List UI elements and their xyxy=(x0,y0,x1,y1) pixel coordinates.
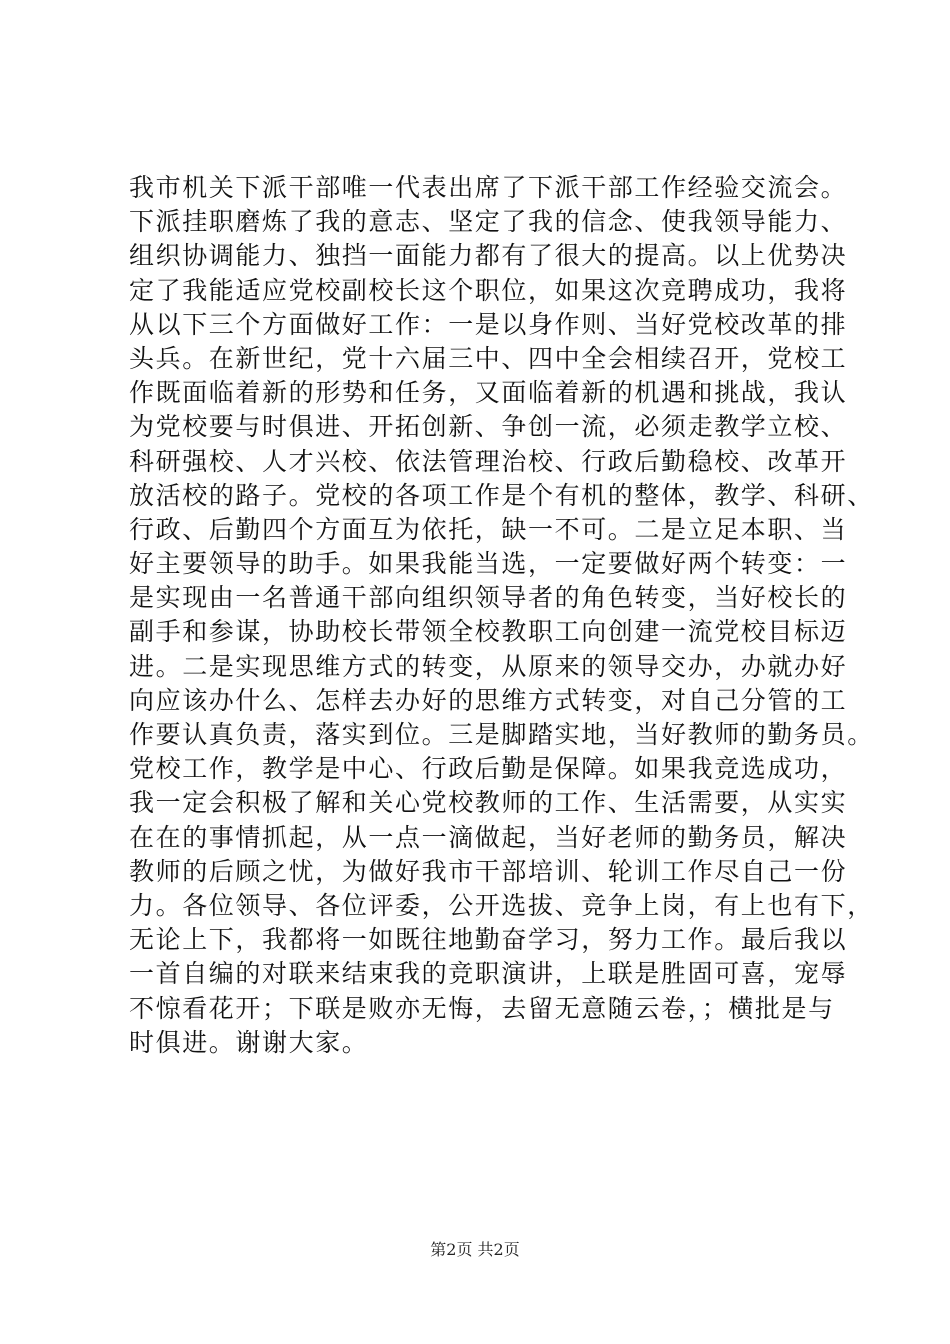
text-line: 力。各位领导、各位评委，公开选拔、竞争上岗，有上也有下， xyxy=(129,890,874,920)
text-line: 我一定会积极了解和关心党校教师的工作、生活需要，从实实 xyxy=(129,788,848,818)
text-line: 行政、后勤四个方面互为依托，缺一不可。二是立足本职、当 xyxy=(129,514,848,544)
text-line: 是实现由一名普通干部向组织领导者的角色转变，当好校长的 xyxy=(129,583,848,613)
text-line: 不惊看花开；下联是败亦无悔，去留无意随云卷，；横批是与 xyxy=(129,993,835,1023)
text-line: 科研强校、人才兴校、依法管理治校、行政后勤稳校、改革开 xyxy=(129,446,848,476)
page-number-footer: 第2页 共2页 xyxy=(430,1240,520,1259)
text-line: 教师的后顾之忧，为做好我市干部培训、轮训工作尽自己一份 xyxy=(129,856,848,886)
text-line: 我市机关下派干部唯一代表出席了下派干部工作经验交流会。 xyxy=(129,173,848,202)
text-line: 进。二是实现思维方式的转变，从原来的领导交办，办就办好 xyxy=(129,651,848,681)
text-line: 向应该办什么、怎样去办好的思维方式转变，对自己分管的工 xyxy=(129,685,848,715)
text-line: 一首自编的对联来结束我的竞职演讲，上联是胜固可喜，宠辱 xyxy=(129,959,848,989)
text-line: 为党校要与时俱进、开拓创新、争创一流，必须走教学立校、 xyxy=(129,412,848,442)
text-line: 好主要领导的助手。如果我能当选，一定要做好两个转变：一 xyxy=(129,549,848,579)
text-line: 时俱进。谢谢大家。 xyxy=(129,1027,369,1057)
text-line: 从以下三个方面做好工作：一是以身作则、当好党校改革的排 xyxy=(129,309,848,339)
text-line: 组织协调能力、独挡一面能力都有了很大的提高。以上优势决 xyxy=(129,241,848,271)
text-line: 定了我能适应党校副校长这个职位，如果这次竞聘成功，我将 xyxy=(129,275,848,305)
text-line: 作既面临着新的形势和任务，又面临着新的机遇和挑战，我认 xyxy=(129,378,848,408)
body-paragraph xyxy=(129,171,874,1060)
text-line: 放活校的路子。党校的各项工作是个有机的整体，教学、科研、 xyxy=(129,480,874,510)
text-line: 无论上下，我都将一如既往地勤奋学习，努力工作。最后我以 xyxy=(129,925,848,955)
text-line: 在在的事情抓起，从一点一滴做起，当好老师的勤务员，解决 xyxy=(129,822,848,852)
text-line: 作要认真负责，落实到位。三是脚踏实地，当好教师的勤务员。 xyxy=(129,720,874,749)
text-line: 党校工作，教学是中心、行政后勤是保障。如果我竞选成功， xyxy=(129,754,848,784)
text-line: 头兵。在新世纪，党十六届三中、四中全会相续召开，党校工 xyxy=(129,343,848,373)
text-line: 下派挂职磨炼了我的意志、坚定了我的信念、使我领导能力、 xyxy=(129,207,848,237)
text-line: 副手和参谋，协助校长带领全校教职工向创建一流党校目标迈 xyxy=(129,617,848,647)
